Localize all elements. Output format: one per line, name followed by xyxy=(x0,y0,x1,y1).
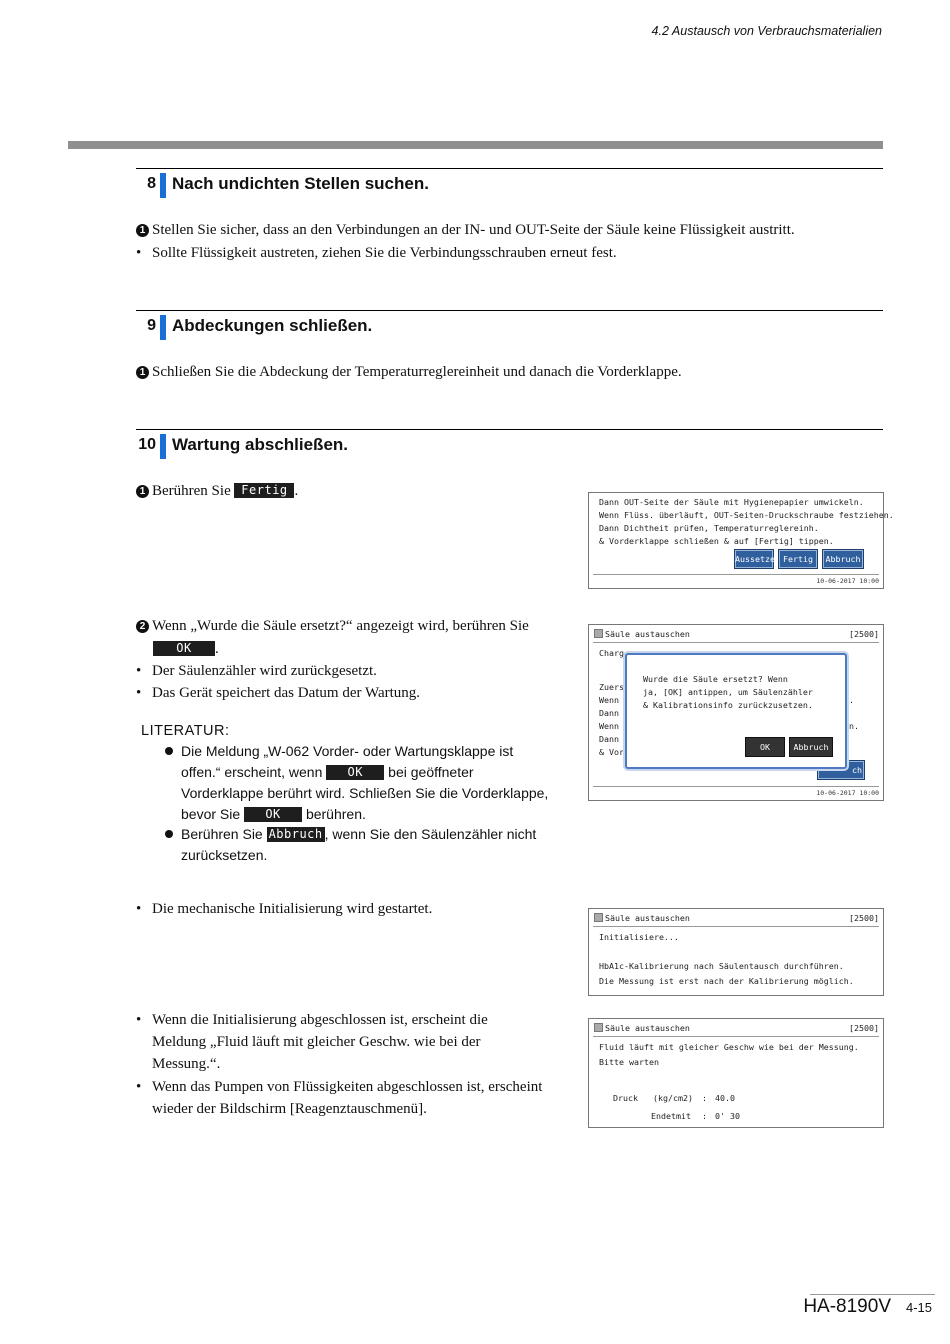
endetmit-label: Endetmit xyxy=(651,1111,691,1121)
ok-key-label: OK xyxy=(244,807,302,822)
number-circle-icon: 1 xyxy=(136,366,149,379)
number-circle-icon: 1 xyxy=(136,485,149,498)
model-name: HA-8190V xyxy=(803,1296,891,1317)
step-10-item-2-cont: OK . xyxy=(153,638,219,660)
step-8-bullet-1: • Sollte Flüssigkeit austreten, ziehen Sie die Verbindungsschrauben erneut fest. xyxy=(136,242,617,264)
timestamp: 10-06-2017 10:00 xyxy=(816,577,879,585)
screen-code: [2500] xyxy=(849,1023,879,1033)
section-header: 4.2 Austausch von Verbrauchsmaterialien xyxy=(651,24,882,38)
dialog-abbruch-button[interactable]: Abbruch xyxy=(789,737,833,757)
number-circle-icon: 1 xyxy=(136,224,149,237)
endetmit-value: 0' 30 xyxy=(715,1111,740,1121)
literatur-note-2: Berühren Sie Abbruch , wenn Sie den Säulenzähler nicht zurücksetzen. xyxy=(165,824,536,866)
section-divider-bar xyxy=(68,141,883,149)
bullet-icon: • xyxy=(136,1012,142,1028)
abbruch-key-label: Abbruch xyxy=(268,827,323,841)
bullet-icon: • xyxy=(136,1079,142,1095)
dialog-message: Wurde die Säule ersetzt? Wenn ja, [OK] antippen, um Säulenzähler & Kalibrationsinfo zurückzusetzen. xyxy=(643,674,813,710)
status-text: Initialisiere... xyxy=(599,932,679,942)
bullet-dot-icon xyxy=(165,747,173,755)
window-icon xyxy=(594,913,603,922)
bg-text: Charg xyxy=(599,648,624,658)
step-10-bullet-c: • Die mechanische Initialisierung wird gestartet. xyxy=(136,898,432,920)
step-number: 8 xyxy=(147,175,156,192)
step-10-item-1: 1 Berühren Sie Fertig . xyxy=(136,480,298,502)
bg-button: ch xyxy=(817,760,865,780)
ok-key-label: OK xyxy=(153,641,215,656)
step-8-item-1: 1 Stellen Sie sicher, dass an den Verbindungen an der IN- und OUT-Seite der Säule keine Flüssigkeit austritt. xyxy=(136,219,795,241)
step-number: 10 xyxy=(138,436,156,453)
step-marker xyxy=(160,173,166,198)
druck-value: 40.0 xyxy=(715,1093,735,1103)
ok-button[interactable]: OK xyxy=(745,737,785,757)
bullet-dot-icon xyxy=(165,830,173,838)
druck-unit: (kg/cm2) xyxy=(653,1093,693,1103)
screen-title: Säule austauschen xyxy=(594,628,690,641)
timestamp: 10-06-2017 10:00 xyxy=(816,789,879,797)
screen-title: Säule austauschen xyxy=(594,1022,690,1035)
bullet-icon: • xyxy=(136,663,142,679)
step-marker xyxy=(160,434,166,459)
screen-code: [2500] xyxy=(849,629,879,639)
screen-fluid: Säule austauschen [2500] Fluid läuft mit gleicher Geschw wie bei der Messung. Bitte warten Druck (kg/cm2) : 40.0 Endetmit : 0' 30 xyxy=(588,1018,884,1128)
literatur-title: LITERATUR: xyxy=(141,723,230,739)
literatur-note-1: Die Meldung „W-062 Vorder- oder Wartungsklappe ist offen.“ erscheint, wenn OK bei geöffneter Vorderklappe berührt wird. Schließen Sie die Vorderklappe, bevor Sie OK berühren. xyxy=(165,741,548,825)
aussetzen-button[interactable]: Aussetze xyxy=(734,549,774,569)
bg-text-lines: Zuers Wenn Dann Wenn Dann & Vor xyxy=(599,682,624,757)
druck-label: Druck xyxy=(613,1093,638,1103)
footer-rule xyxy=(810,1294,935,1295)
abbruch-button[interactable]: Abbruch xyxy=(822,549,864,569)
page-number: 4-15 xyxy=(905,1300,932,1315)
fertig-button[interactable]: Fertig xyxy=(778,549,818,569)
step-10-bullet-e: • Wenn das Pumpen von Flüssigkeiten abgeschlossen ist, erscheint wieder der Bildschirm [Reagenztauschmenü]. xyxy=(136,1076,542,1120)
info-text-1: HbA1c-Kalibrierung nach Säulentausch durchführen. xyxy=(599,961,844,971)
step-8-heading xyxy=(136,168,883,201)
step-10-bullet-d: • Wenn die Initialisierung abgeschlossen ist, erscheint die Meldung „Fluid läuft mit gleicher Geschw. wie bei der Messung.“. xyxy=(136,1009,488,1075)
screen-title: Säule austauschen xyxy=(594,912,690,925)
step-marker xyxy=(160,315,166,340)
window-icon xyxy=(594,1023,603,1032)
bullet-icon: • xyxy=(136,245,142,261)
confirm-dialog xyxy=(625,653,847,769)
step-title: Abdeckungen schließen. xyxy=(172,316,373,335)
ok-key-label: OK xyxy=(326,765,384,780)
screen-instructions: Dann OUT-Seite der Säule mit Hygienepapier umwickeln. Wenn Flüss. überläuft, OUT-Seiten-Druckschraube festziehen. Dann Dichtheit prüfen, Temperaturreglereinh. & Vorderklappe schließen & auf [Fertig] tippen. xyxy=(599,497,894,546)
step-10-item-2: 2 Wenn „Wurde die Säule ersetzt?“ angezeigt wird, berühren Sie xyxy=(136,615,529,637)
window-icon xyxy=(594,629,603,638)
bullet-icon: • xyxy=(136,685,142,701)
step-10-heading xyxy=(136,429,883,462)
fertig-key-label: Fertig xyxy=(234,483,294,498)
wait-text: Bitte warten xyxy=(599,1057,659,1067)
number-circle-icon: 2 xyxy=(136,620,149,633)
step-10-bullet-a: • Der Säulenzähler wird zurückgesetzt. xyxy=(136,660,377,682)
step-title: Nach undichten Stellen suchen. xyxy=(172,174,429,193)
info-text-2: Die Messung ist erst nach der Kalibrierung möglich. xyxy=(599,976,854,986)
step-9-item-1: 1 Schließen Sie die Abdeckung der Temperaturreglereinheit und danach die Vorderklappe. xyxy=(136,361,682,383)
step-number: 9 xyxy=(147,317,156,334)
screen-code: [2500] xyxy=(849,913,879,923)
screen-initialisierung xyxy=(588,908,884,996)
screen-saeule-ersetzt: Säule austauschen [2500] Charg Zuers Wenn Dann Wenn Dann & Vor . n. ch Wurde die Säule ersetzt? Wenn ja, [OK] antippen, um Säulenzähler & Kalibrationsinfo zurückzusetzen. OK Abbruch 10-06-2017 10:00 xyxy=(588,624,884,801)
step-10-bullet-b: • Das Gerät speichert das Datum der Wartung. xyxy=(136,682,420,704)
step-title: Wartung abschließen. xyxy=(172,435,349,454)
bullet-icon: • xyxy=(136,901,142,917)
status-text: Fluid läuft mit gleicher Geschw wie bei der Messung. xyxy=(599,1042,859,1052)
screen-fertig xyxy=(588,492,894,589)
step-9-heading xyxy=(136,310,883,343)
